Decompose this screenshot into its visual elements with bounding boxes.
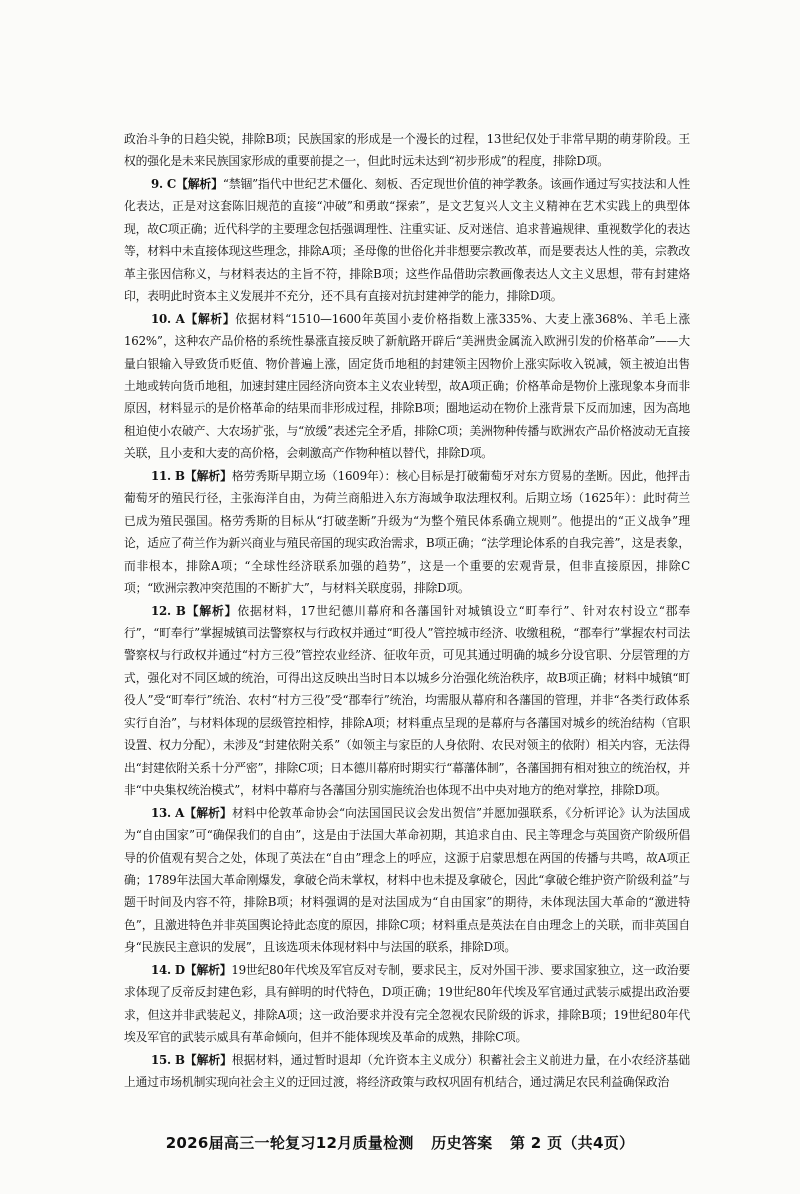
answer-label: 10. A【解析】: [151, 311, 236, 326]
paragraph-text: 材料中伦敦革命协会“向法国国民议会发出贺信”并愿加强联系，《分析评论》认为法国成为“自由国家”可“确保我们的自由”，这是由于法国大革命初期，其追求自由、民主等理念与英国资产阶级所倡导的价值观有契合之处，体现了英法在“自由”理念上的呼应，这源于启蒙思想在两国的传播与共鸣，故A项正确；1789年法国大革命刚爆发，拿破仑尚未掌权，材料中也未提及拿破仑，因此“拿破仑维护资产阶级利益”与题干时间及内容不符，排除B项；材料强调的是对法国成为“自由国家”的期待，未体现法国大革命的“激进特色”，且激进特色并非英国舆论持此态度的原因，排除C项；材料重点是英法在自由理念上的关联，而非英国自身“民族民主意识的发展”，且该选项未体现材料中与法国的联系，排除D项。: [124, 805, 691, 955]
paragraph-text: 19世纪80年代埃及军官反对专制，要求民主，反对外国干涉、要求国家独立，这一政治要求体现了反帝反封建色彩，具有鲜明的时代特色，D项正确；19世纪80年代埃及军官通过武装示威提出政治要求，但这并非武装起义，排除A项；这一政治要求并没有完全忽视农民阶级的诉求，排除B项；19世纪80年代埃及军官的武装示威具有革命倾向，但并不能体现埃及革命的成熟，排除C项。: [124, 962, 690, 1045]
paragraph-text: 依据材料，17世纪德川幕府和各藩国针对城镇设立“町奉行”、针对农村设立“郡奉行”，“町奉行”掌握城镇司法警察权与行政权并通过“町役人”管控城市经济、收缴租税，“郡奉行”掌握农村司法警察权与行政权并通过“村方三役”管控农业经济、征收年贡，可见其通过明确的城乡分设官职、分层管理的方式，强化对不同区域的统治，可得出这反映出当时日本以城乡分治强化统治秩序，故B项正确；材料中城镇“町役人”受“町奉行”统治、农村“村方三役”受“郡奉行”统治，均需服从幕府和各藩国的管理，并非“各类行政体系实行自治”，与材料体现的层级管控相悖，排除A项；材料重点呈现的是幕府与各藩国对城乡的统治结构（官职设置、权力分配），未涉及“封建依附关系”（如领主与家臣的人身依附、农民对领主的依附）相关内容，无法得出“封建依附关系十分严密”，排除C项；日本德川幕府时期实行“幕藩体制”，各藩国拥有相对独立的统治权，并非“中央集权统治模式”，材料中幕府与各藩国分别实施统治也体现不出中央对地方的绝对掌控，排除D项。: [124, 603, 690, 798]
paragraph-text: 格劳秀斯早期立场（1609年）：核心目标是打破葡萄牙对东方贸易的垄断。因此，他抨击葡萄牙的殖民行径，主张海洋自由，为荷兰商船进入东方海域争取法理权利。后期立场（1625年）：此时荷兰已成为殖民强国。格劳秀斯的目标从“打破垄断”升级为“为整个殖民体系确立规则”。他提出的“正义战争”理论，适应了荷兰作为新兴商业与殖民帝国的现实政治需求，B项正确；“法学理论体系的自我完善”，这是表象，而非根本，排除A项；“全球性经济联系加强的趋势”，这是一个重要的宏观背景，但非直接原因，排除C项；“欧洲宗教冲突范围的不断扩大”，与材料关联度弱，排除D项。: [124, 468, 690, 596]
answer-9: [124, 173, 690, 308]
answer-14: [124, 959, 690, 1049]
answer-label: 11. B【解析】: [151, 468, 232, 483]
footer-page-number: 第 2 页（共4页）: [509, 1134, 635, 1152]
paragraph-text: 根据材料，通过暂时退却（允许资本主义成分）积蓄社会主义前进力量，在小农经济基础上通过市场机制实现向社会主义的迂回过渡，将经济政策与政权巩固有机结合，通过满足农民利益确保政治: [124, 1052, 690, 1090]
page-footer: [0, 1132, 800, 1153]
answer-label: 9. C【解析】: [151, 176, 223, 191]
answer-12: [124, 600, 690, 802]
answer-explanations: [124, 128, 690, 1093]
paragraph-continuation: [124, 128, 690, 173]
answer-label: 13. A【解析】: [151, 805, 232, 820]
footer-subject: 历史答案: [431, 1134, 493, 1152]
paragraph-text: 政治斗争的日趋尖锐，排除B项；民族国家的形成是一个漫长的过程，13世纪仅处于非常早期的萌芽阶段。王权的强化是未来民族国家形成的重要前提之一，但此时远未达到“初步形成”的程度，排除D项。: [124, 132, 690, 169]
answer-13: [124, 802, 690, 959]
paragraph-text: “禁锢”指代中世纪艺术僵化、刻板、否定现世价值的神学教条。该画作通过写实技法和人性化表达，正是对这套陈旧规范的直接“冲破”和勇敢“探索”，是文艺复兴人文主义精神在艺术实践上的典型体现，故C项正确；近代科学的主要理念包括强调理性、注重实证、反对迷信、追求普遍规律、重视数学化的表达等，材料中未直接体现这些理念，排除A项；圣母像的世俗化并非想要宗教改革，而是要表达人性的美，宗教改革主张因信称义，与材料表达的主旨不符，排除B项；这些作品借助宗教画像表达人文主义思想，带有封建烙印，表明此时资本主义发展并不充分，还不具有直接对抗封建神学的能力，排除D项。: [124, 176, 690, 304]
answer-15: [124, 1049, 690, 1094]
answer-label: 14. D【解析】: [151, 962, 232, 977]
footer-exam-title: 2026届高三一轮复习12月质量检测: [165, 1134, 414, 1152]
answer-10: [124, 308, 690, 465]
paragraph-text: 依据材料“1510—1600年英国小麦价格指数上涨335%、大麦上涨368%、羊毛上涨162%”，这种农产品价格的系统性暴涨直接反映了新航路开辟后“美洲贵金属流入欧洲引发的价格革命”——大量白银输入导致货币贬值、物价普遍上涨，固定货币地租的封建领主因物价上涨实际收入锐减，领主被迫出售土地或转向货币地租，加速封建庄园经济向资本主义农业转型，故A项正确；价格革命是物价上涨现象本身而非原因，材料显示的是价格革命的结果而非形成过程，排除B项；圈地运动在物价上涨背景下反而加速，因为高地租迫使小农破产、大农场扩张，与“放缓”表述完全矛盾，排除C项；美洲物种传播与欧洲农产品价格波动无直接关联，且小麦和大麦的高价格，会刺激高产作物种植以替代，排除D项。: [124, 311, 690, 461]
answer-label: 12. B【解析】: [151, 603, 238, 618]
answer-label: 15. B【解析】: [151, 1052, 232, 1067]
answer-11: [124, 465, 690, 600]
